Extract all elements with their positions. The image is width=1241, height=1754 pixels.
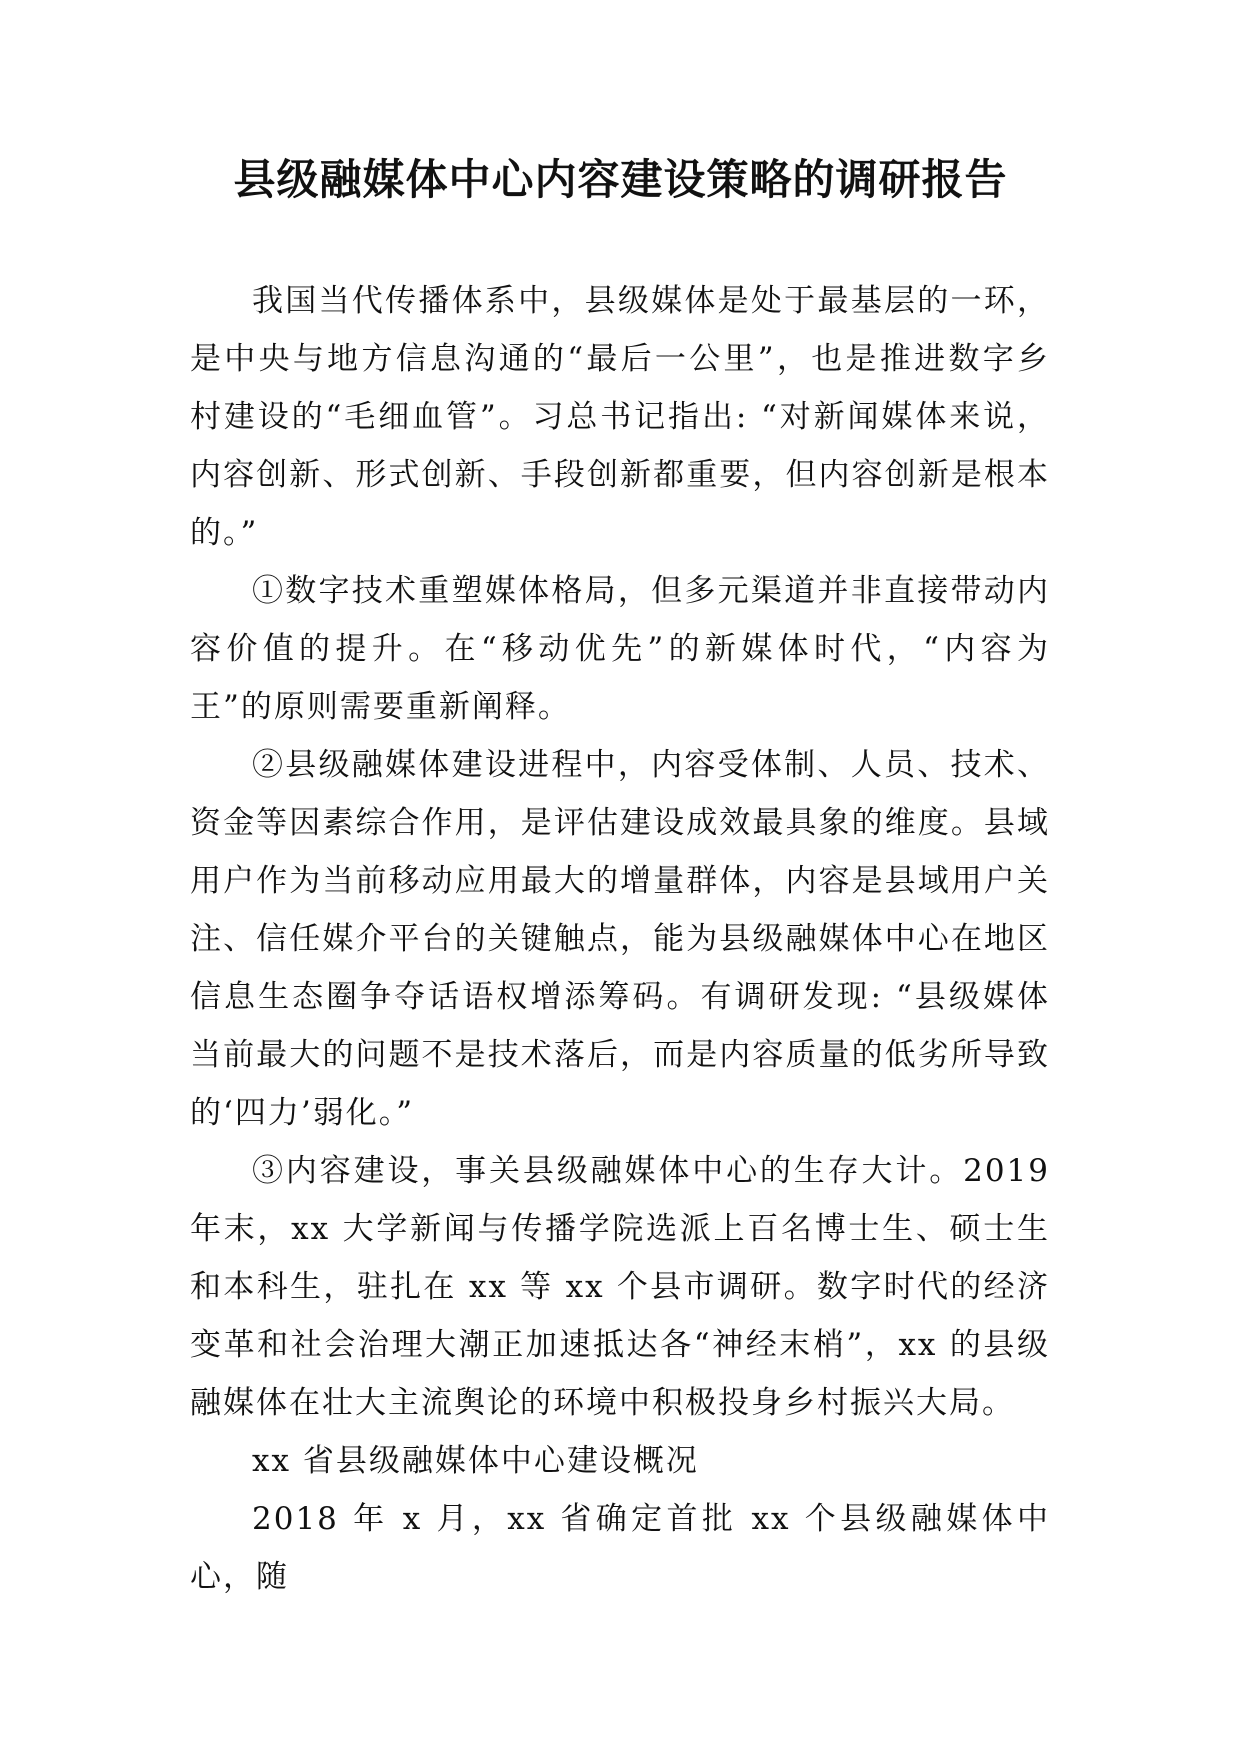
document-body (190, 272, 1050, 1606)
paragraph-point-2: ②县级融媒体建设进程中，内容受体制、人员、技术、资金等因素综合作用，是评估建设成效最具象的维度。县域用户作为当前移动应用最大的增量群体，内容是县域用户关注、信任媒介平台的关键触点，能为县级融媒体中心在地区信息生态圈争夺话语权增添筹码。有调研发现: “县级媒体当前最大的问题不是技术落后，而是内容质量的低劣所导致的‘四力’弱化。” (190, 747, 1050, 1131)
paragraph-point-1: ①数字技术重塑媒体格局，但多元渠道并非直接带动内容价值的提升。在“移动优先”的新媒体时代，“内容为王”的原则需要重新阐释。 (190, 573, 1050, 725)
paragraph-overview: 2018 年 x 月，xx 省确定首批 xx 个县级融媒体中心，随 (190, 1501, 1050, 1595)
paragraph-point-3: ③内容建设，事关县级融媒体中心的生存大计。2019 年末，xx 大学新闻与传播学院选派上百名博士生、硕士生和本科生，驻扎在 xx 等 xx 个县市调研。数字时代的经济变革和社会治理大潮正加速抵达各“神经末梢”，xx 的县级融媒体在壮大主流舆论的环境中积极投身乡村振兴大局。 (190, 1153, 1050, 1421)
section-heading: xx 省县级融媒体中心建设概况 (252, 1443, 699, 1479)
document-title: 县级融媒体中心内容建设策略的调研报告 (233, 155, 1008, 204)
paragraph-intro: 我国当代传播体系中，县级媒体是处于最基层的一环，是中央与地方信息沟通的“最后一公里”，也是推进数字乡村建设的“毛细血管”。习总书记指出: “对新闻媒体来说，内容创新、形式创新、手段创新都重要，但内容创新是根本的。” (190, 283, 1050, 551)
